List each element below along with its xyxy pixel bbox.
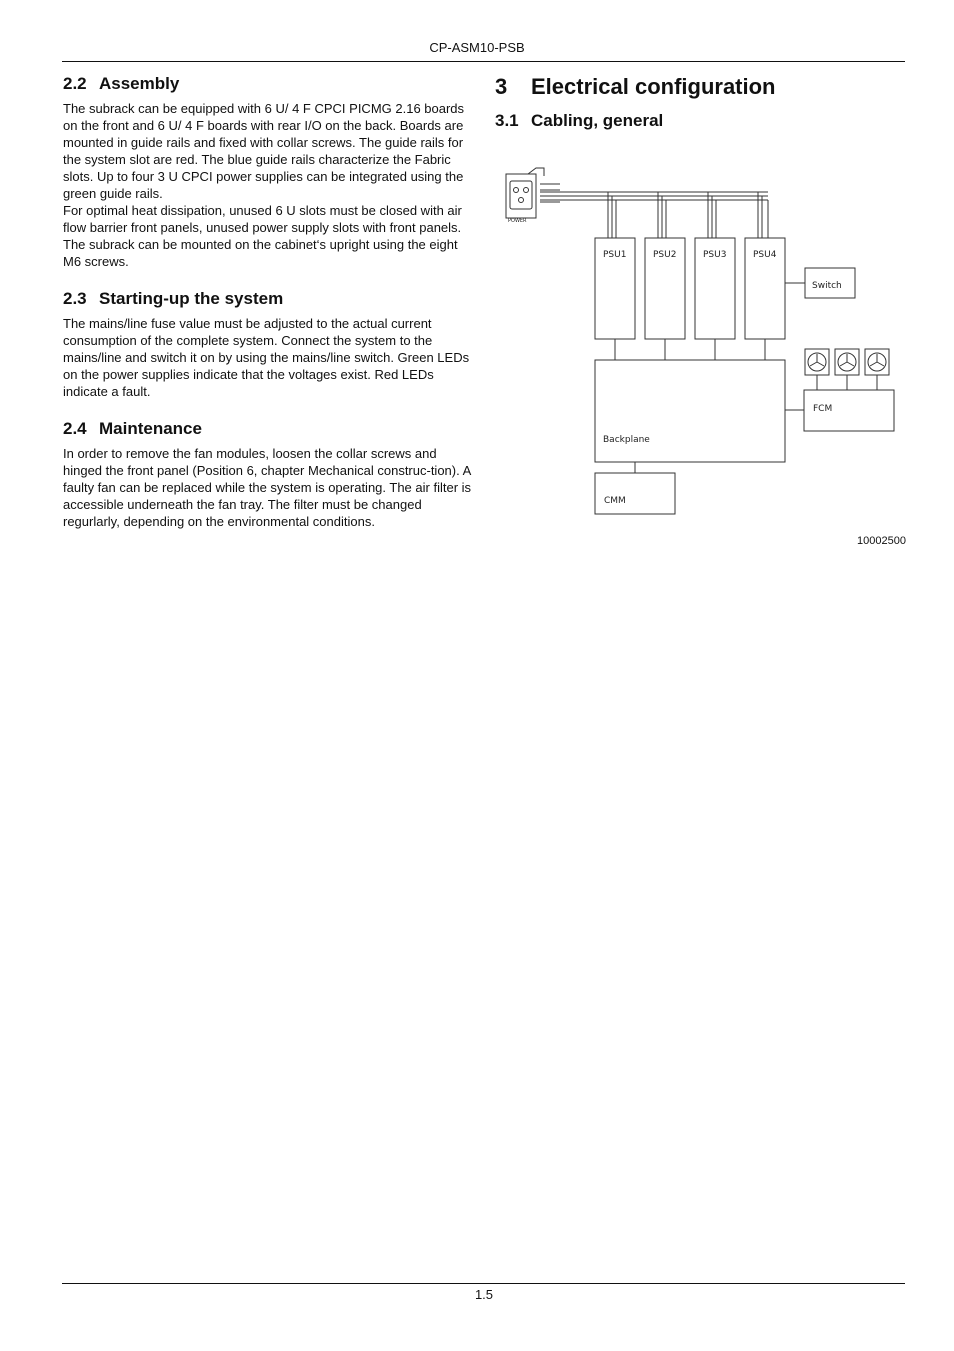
- heading-text: Assembly: [99, 74, 180, 93]
- section-starting-up: [63, 289, 475, 400]
- switch-label: Switch: [812, 281, 842, 291]
- psu4-label: PSU4: [753, 250, 777, 260]
- heading-number: 3: [495, 74, 508, 99]
- paragraph: For optimal heat dissipation, unused 6 U slots must be closed with air flow barrier front panels, unused power supply slots with front panels.: [63, 203, 462, 235]
- heading-number: 2.3: [63, 289, 87, 308]
- fan-1-icon: [805, 349, 829, 390]
- footer-rule: [62, 1283, 905, 1284]
- psu3-label: PSU3: [703, 250, 727, 260]
- heading-text: Starting-up the system: [99, 289, 284, 308]
- cmm-box: [595, 473, 675, 514]
- header-rule: [62, 61, 905, 62]
- heading-number: 2.2: [63, 74, 87, 93]
- heading-starting-up: [63, 289, 475, 309]
- starting-up-body: [63, 315, 475, 400]
- power-connector: [506, 168, 560, 218]
- backplane-box: [595, 360, 785, 462]
- fan-2-icon: [835, 349, 859, 390]
- maintenance-body: [63, 445, 475, 530]
- assembly-body: [63, 100, 475, 270]
- heading-maintenance: [63, 419, 475, 439]
- heading-text: Maintenance: [99, 419, 202, 438]
- paragraph: The subrack can be mounted on the cabinet‘s upright using the eight M6 screws.: [63, 237, 458, 269]
- heading-assembly: [63, 74, 475, 94]
- fcm-label: FCM: [813, 404, 833, 414]
- paragraph: The mains/line fuse value must be adjusted to the actual current consumption of the complete system. Connect the system to the mains/line and switch it on by using the mains/line switch. Green LEDs on the power supplies indicate that the voltages exist. Red LEDs indicate a fault.: [63, 316, 470, 399]
- figure-number: 10002500: [857, 535, 906, 547]
- left-column: [63, 74, 475, 544]
- power-label: POWER: [508, 218, 527, 224]
- heading-text: Cabling, general: [531, 111, 664, 130]
- heading-number: 2.4: [63, 419, 87, 438]
- chapter-heading: [495, 74, 907, 100]
- psu2-label: PSU2: [653, 250, 677, 260]
- right-column: [495, 74, 907, 141]
- heading-text: Electrical configuration: [531, 74, 776, 99]
- section-maintenance: [63, 419, 475, 530]
- paragraph: In order to remove the fan modules, loosen the collar screws and hinged the front panel (Position 6, chapter Mechanical construc-tion). A faulty fan can be replaced while the system is operating. The air filter is accessible underneath the fan tray. The filter must be changed regurlarly, depending on the environmental conditions.: [63, 446, 472, 529]
- cmm-label: CMM: [604, 496, 626, 506]
- document-id: CP-ASM10-PSB: [429, 40, 525, 55]
- cabling-diagram: [500, 166, 910, 526]
- heading-cabling: [495, 111, 907, 131]
- fan-3-icon: [865, 349, 889, 390]
- backplane-label: Backplane: [603, 435, 650, 445]
- psu1-label: PSU1: [603, 250, 627, 260]
- page-number: 1.5: [474, 1287, 494, 1302]
- section-assembly: [63, 74, 475, 270]
- heading-number: 3.1: [495, 111, 519, 130]
- paragraph: The subrack can be equipped with 6 U/ 4 F CPCI PICMG 2.16 boards on the front and 6 U/ 4 F boards with rear I/O on the back. Boards are mounted in guide rails and fixed with collar screws. The guide rails for the system slot are red. The blue guide rails characterize the Fabric slots. Up to four 3 U CPCI power supplies can be integrated using the green guide rails.: [63, 101, 465, 201]
